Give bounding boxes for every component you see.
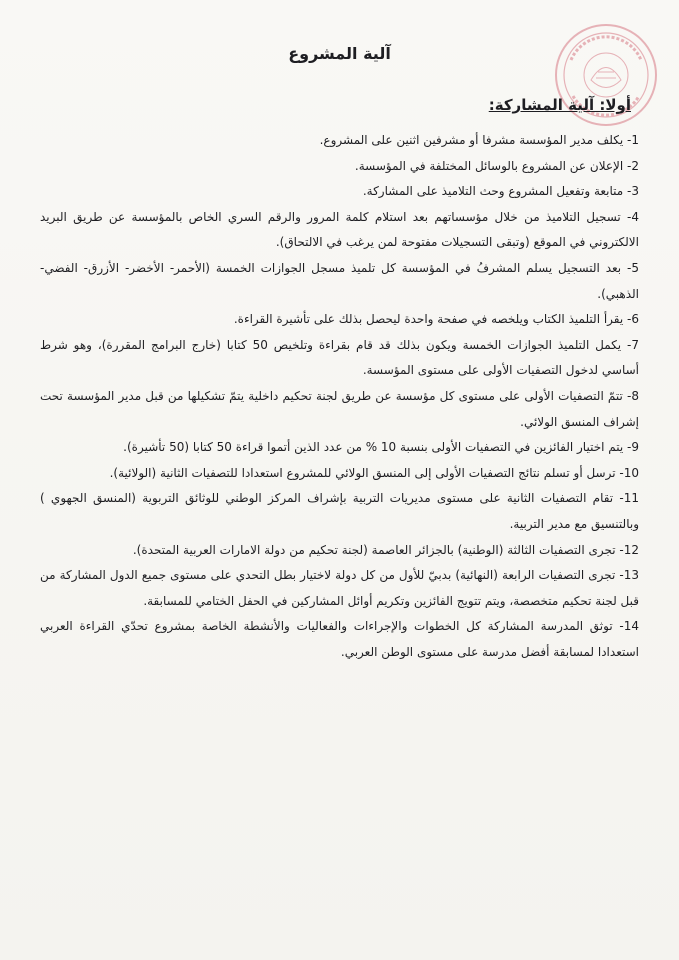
list-item: 5- بعد التسجيل يسلم المشرفُ في المؤسسة كل تلميذ مسجل الجوازات الخمسة (الأحمر- الأخضر- الأزرق- الفضي- الذهبي).: [40, 260, 639, 301]
list-item: 8- تتمّ التصفيات الأولى على مستوى كل مؤسسة عن طريق لجنة تحكيم داخلية يتمّ تشكيلها من قبل مدير المؤسسة تحت إشراف المنسق الولائي.: [40, 388, 639, 429]
list-item: 10- ترسل أو تسلم نتائج التصفيات الأولى إلى المنسق الولائي للمشروع استعدادا للتصفيات الثانية (الولائية).: [109, 465, 639, 480]
list-item: 3- متابعة وتفعيل المشروع وحث التلاميذ على المشاركة.: [362, 184, 639, 199]
list-item: 14- توثق المدرسة المشاركة كل الخطوات والإجراءات والفعاليات والأنشطة الخاصة بمشروع تحدّي القراءة العربي استعدادا لمسابقة أفضل مدرسة على مستوى الوطن العربي.: [40, 619, 639, 659]
list-item: 9- يتم اختيار الفائزين في التصفيات الأولى بنسبة 10 % من عدد الذين أتموا قراءة 50 كتابا (50 تأشيرة).: [123, 440, 639, 455]
list-item: 4- تسجيل التلاميذ من خلال مؤسساتهم بعد استلام كلمة المرور والرقم السري الخاص بالمؤسسة عن طريق البريد الالكتروني في الموقع (وتبقى التسجيلات مفتوحة لمن يرغب في الالتحاق).: [40, 209, 639, 250]
list-item: 13- تجرى التصفيات الرابعة (النهائية) بدبيّ للأول من كل دولة لاختيار بطل التحدي على مستوى جميع الدول المشاركة من قبل لجنة تحكيم متخصصة، ويتم تتويج الفائزين وتكريم أوائل المشاركين في الحفل الختامي للمسابقة.: [40, 568, 639, 608]
list-item: 11- تقام التصفيات الثانية على مستوى مديريات التربية بإشراف المركز الوطني للوثائق التربوية (المنسق الجهوي ) وبالتنسيق مع مدير التربية.: [40, 491, 639, 531]
list-item: 6- يقرأ التلميذ الكتاب ويلخصه في صفحة واحدة ليحصل بذلك على تأشيرة القراءة.: [233, 312, 639, 327]
list-item: 2- الإعلان عن المشروع بالوسائل المختلفة في المؤسسة.: [354, 158, 639, 173]
list-item: 7- يكمل التلميذ الجوازات الخمسة ويكون بذلك قد قام بقراءة وتلخيص 50 كتابا (خارج البرامج المقررة)، وهو شرط أساسي لدخول التصفيات الأولى على مستوى المؤسسة.: [40, 337, 639, 378]
participation-steps-list: [40, 128, 639, 665]
document-title: آلية المشروع: [288, 44, 391, 63]
section-heading: أولا: آلية المشاركة:: [488, 96, 631, 114]
list-item: 1- يكلف مدير المؤسسة مشرفا أو مشرفين اثنين على المشروع.: [319, 133, 639, 147]
list-item: 12- تجرى التصفيات الثالثة (الوطنية) بالجزائر العاصمة (لجنة تحكيم من دولة الامارات العربية المتحدة).: [132, 542, 639, 557]
